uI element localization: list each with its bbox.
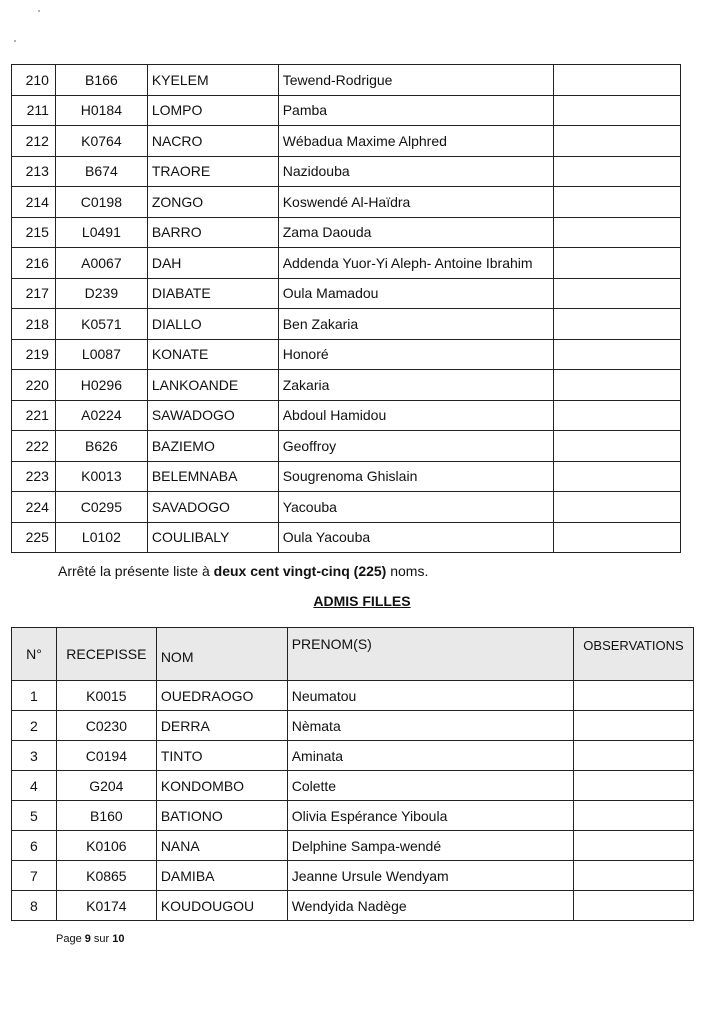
cell-observations (554, 431, 681, 462)
cell-prenoms: Zakaria (278, 370, 554, 401)
cell-observations (574, 831, 694, 861)
table-row (12, 95, 681, 126)
footer-page-total: 10 (112, 933, 125, 945)
cell-prenoms: Honoré (278, 339, 554, 370)
cell-nom: LANKOANDE (147, 370, 278, 401)
cell-nom: DIABATE (147, 278, 278, 309)
cell-nom: BARRO (147, 217, 278, 248)
cell-recepisse: A0067 (55, 248, 147, 279)
header-num: N° (12, 628, 57, 681)
cell-prenoms: Abdoul Hamidou (278, 400, 554, 431)
cell-num: 216 (12, 248, 56, 279)
cell-prenoms: Wendyida Nadège (287, 891, 573, 921)
cell-num: 3 (12, 741, 57, 771)
cell-recepisse: A0224 (55, 400, 147, 431)
cell-observations (574, 711, 694, 741)
table-header-row (12, 628, 694, 681)
table-row (12, 65, 681, 96)
cell-observations (554, 461, 681, 492)
cell-prenoms: Pamba (278, 95, 554, 126)
cell-nom: SAVADOGO (147, 492, 278, 523)
cell-observations (554, 400, 681, 431)
table-row (12, 217, 681, 248)
cell-prenoms: Aminata (287, 741, 573, 771)
footer-page-number: 9 (84, 933, 91, 945)
cell-num: 6 (12, 831, 57, 861)
cell-nom: NANA (156, 831, 287, 861)
table-row (12, 400, 681, 431)
cell-num: 225 (12, 522, 56, 553)
cell-observations (554, 248, 681, 279)
table-row (12, 187, 681, 218)
cell-observations (554, 95, 681, 126)
cell-recepisse: K0571 (55, 309, 147, 340)
cell-num: 221 (12, 400, 56, 431)
cell-num: 2 (12, 711, 57, 741)
cell-nom: OUEDRAOGO (156, 681, 287, 711)
cell-prenoms: Sougrenoma Ghislain (278, 461, 554, 492)
table-row (12, 461, 681, 492)
girls-admitted-table (11, 627, 694, 921)
cell-nom: BATIONO (156, 801, 287, 831)
table-row (12, 861, 694, 891)
cell-prenoms: Jeanne Ursule Wendyam (287, 861, 573, 891)
cell-recepisse: K0106 (56, 831, 156, 861)
section-title: ADMIS FILLES (313, 593, 411, 609)
cell-recepisse: C0194 (56, 741, 156, 771)
cell-observations (574, 801, 694, 831)
cell-prenoms: Olivia Espérance Yiboula (287, 801, 573, 831)
cell-nom: DERRA (156, 711, 287, 741)
cell-num: 1 (12, 681, 57, 711)
cell-num: 218 (12, 309, 56, 340)
cell-prenoms: Zama Daouda (278, 217, 554, 248)
cell-observations (554, 522, 681, 553)
cell-nom: SAWADOGO (147, 400, 278, 431)
table-row (12, 370, 681, 401)
cell-num: 8 (12, 891, 57, 921)
table-row (12, 309, 681, 340)
table-row (12, 801, 694, 831)
cell-num: 213 (12, 156, 56, 187)
table-row (12, 711, 694, 741)
cell-nom: LOMPO (147, 95, 278, 126)
header-nom: NOM (156, 628, 287, 681)
cell-observations (574, 891, 694, 921)
cell-num: 5 (12, 801, 57, 831)
table-row (12, 278, 681, 309)
cell-nom: DAMIBA (156, 861, 287, 891)
cell-recepisse: K0764 (55, 126, 147, 157)
cell-num: 7 (12, 861, 57, 891)
cell-num: 220 (12, 370, 56, 401)
table-row (12, 522, 681, 553)
cell-num: 217 (12, 278, 56, 309)
cell-nom: BELEMNABA (147, 461, 278, 492)
cell-observations (554, 370, 681, 401)
cell-recepisse: C0230 (56, 711, 156, 741)
cell-observations (554, 492, 681, 523)
cell-observations (554, 339, 681, 370)
cell-observations (554, 278, 681, 309)
cell-recepisse: H0184 (55, 95, 147, 126)
cell-observations (554, 65, 681, 96)
cell-recepisse: G204 (56, 771, 156, 801)
table-row (12, 126, 681, 157)
cell-observations (554, 156, 681, 187)
cell-num: 219 (12, 339, 56, 370)
cell-recepisse: K0015 (56, 681, 156, 711)
cell-recepisse: H0296 (55, 370, 147, 401)
cell-prenoms: Nazidouba (278, 156, 554, 187)
cell-num: 211 (12, 95, 56, 126)
header-observations: OBSERVATIONS (574, 628, 694, 681)
cell-prenoms: Addenda Yuor-Yi Aleph- Antoine Ibrahim (278, 248, 554, 279)
cell-recepisse: L0087 (55, 339, 147, 370)
closing-suffix: noms. (386, 563, 429, 579)
cell-observations (574, 681, 694, 711)
cell-prenoms: Oula Yacouba (278, 522, 554, 553)
table-row (12, 741, 694, 771)
cell-prenoms: Ben Zakaria (278, 309, 554, 340)
cell-prenoms: Geoffroy (278, 431, 554, 462)
cell-num: 223 (12, 461, 56, 492)
cell-nom: TINTO (156, 741, 287, 771)
footer-of-word: sur (90, 933, 113, 945)
cell-prenoms: Delphine Sampa-wendé (287, 831, 573, 861)
cell-recepisse: L0102 (55, 522, 147, 553)
scan-speck (14, 40, 16, 42)
cell-prenoms: Yacouba (278, 492, 554, 523)
cell-observations (574, 861, 694, 891)
header-prenoms: PRENOM(S) (287, 628, 573, 681)
cell-nom: KONATE (147, 339, 278, 370)
cell-prenoms: Tewend-Rodrigue (278, 65, 554, 96)
cell-num: 214 (12, 187, 56, 218)
table-row (12, 681, 694, 711)
closing-count: deux cent vingt-cinq (225) (213, 563, 387, 579)
cell-prenoms: Colette (287, 771, 573, 801)
table-row (12, 771, 694, 801)
cell-num: 215 (12, 217, 56, 248)
cell-nom: DAH (147, 248, 278, 279)
table-row (12, 492, 681, 523)
cell-nom: DIALLO (147, 309, 278, 340)
admitted-list-body (12, 65, 681, 553)
girls-list-body (12, 681, 694, 921)
cell-observations (574, 741, 694, 771)
cell-nom: ZONGO (147, 187, 278, 218)
cell-nom: COULIBALY (147, 522, 278, 553)
cell-nom: KOUDOUGOU (156, 891, 287, 921)
cell-num: 212 (12, 126, 56, 157)
table-row (12, 156, 681, 187)
page-footer (56, 933, 125, 945)
cell-num: 4 (12, 771, 57, 801)
cell-recepisse: K0013 (55, 461, 147, 492)
admitted-list-continued-table (11, 64, 681, 553)
table-row (12, 891, 694, 921)
cell-observations (574, 771, 694, 801)
cell-prenoms: Nèmata (287, 711, 573, 741)
cell-prenoms: Oula Mamadou (278, 278, 554, 309)
footer-page-word: Page (56, 933, 85, 945)
cell-observations (554, 187, 681, 218)
closing-prefix: Arrêté la présente liste à (58, 563, 214, 579)
cell-nom: KYELEM (147, 65, 278, 96)
cell-observations (554, 217, 681, 248)
cell-recepisse: B626 (55, 431, 147, 462)
closing-statement (58, 563, 428, 579)
cell-recepisse: C0295 (55, 492, 147, 523)
cell-recepisse: D239 (55, 278, 147, 309)
cell-num: 224 (12, 492, 56, 523)
cell-nom: NACRO (147, 126, 278, 157)
cell-observations (554, 126, 681, 157)
header-recepisse: RECEPISSE (56, 628, 156, 681)
cell-nom: KONDOMBO (156, 771, 287, 801)
cell-recepisse: B166 (55, 65, 147, 96)
cell-num: 222 (12, 431, 56, 462)
table-row (12, 339, 681, 370)
table-row (12, 831, 694, 861)
cell-recepisse: L0491 (55, 217, 147, 248)
cell-nom: TRAORE (147, 156, 278, 187)
cell-recepisse: B160 (56, 801, 156, 831)
scan-speck (38, 10, 40, 12)
cell-recepisse: K0865 (56, 861, 156, 891)
cell-prenoms: Neumatou (287, 681, 573, 711)
cell-num: 210 (12, 65, 56, 96)
cell-recepisse: C0198 (55, 187, 147, 218)
cell-recepisse: K0174 (56, 891, 156, 921)
table-row (12, 248, 681, 279)
cell-observations (554, 309, 681, 340)
cell-recepisse: B674 (55, 156, 147, 187)
cell-prenoms: Koswendé Al-Haïdra (278, 187, 554, 218)
table-row (12, 431, 681, 462)
cell-nom: BAZIEMO (147, 431, 278, 462)
cell-prenoms: Wébadua Maxime Alphred (278, 126, 554, 157)
